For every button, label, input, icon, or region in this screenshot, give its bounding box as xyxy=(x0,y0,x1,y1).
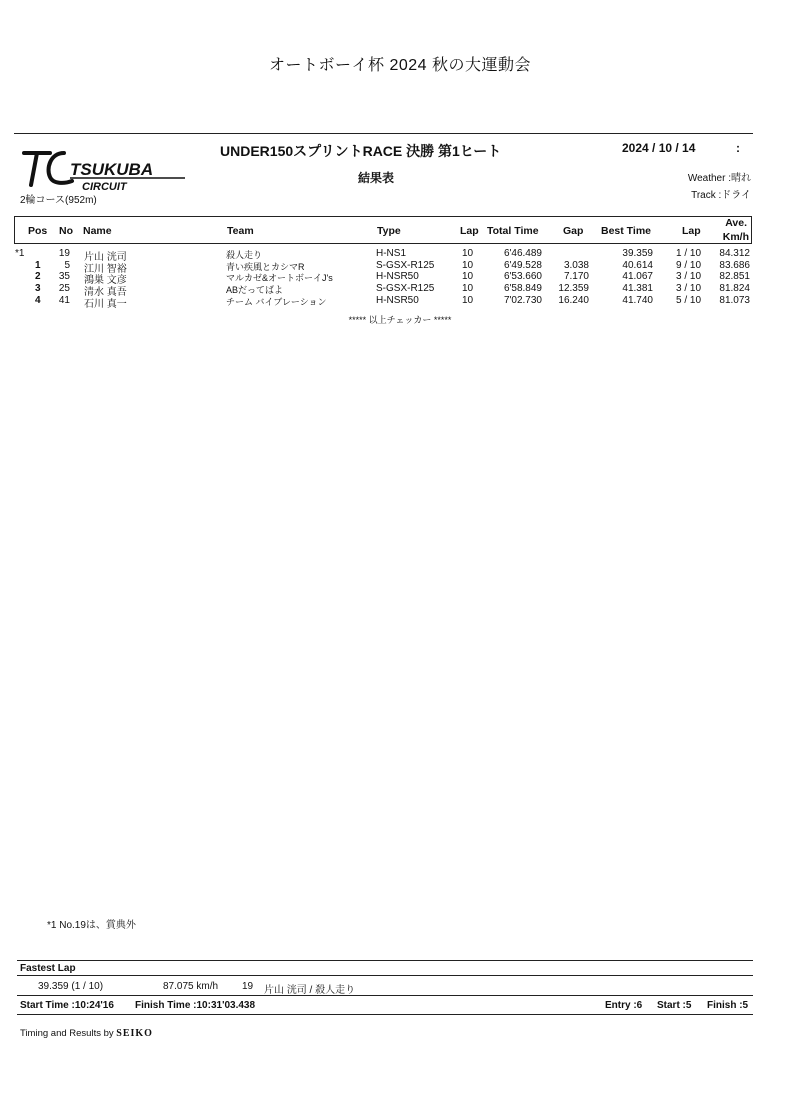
cell-pos: 2 xyxy=(35,271,41,283)
logo-brand-top: TSUKUBA xyxy=(70,160,154,179)
cell-total: 7'02.730 xyxy=(503,294,542,306)
cell-team: チーム バイブレーション xyxy=(226,296,327,307)
entry-count: Entry :6 xyxy=(605,1000,643,1011)
timing-credit xyxy=(20,1028,153,1039)
col-best-time: Best Time xyxy=(601,225,651,237)
col-kmh: Km/h xyxy=(722,231,749,243)
col-team: Team xyxy=(227,225,254,237)
table-row xyxy=(14,259,752,275)
table-row xyxy=(14,248,752,263)
cell-no: 5 xyxy=(64,259,70,271)
cell-pos: 4 xyxy=(35,294,41,306)
cell-type: S-GSX-R125 xyxy=(376,259,435,271)
cell-team: ABだってばよ xyxy=(226,285,284,296)
cell-lap: 10 xyxy=(462,271,474,283)
results-subtitle: 結果表 xyxy=(358,171,395,185)
results-table-header xyxy=(14,216,752,244)
cell-type: H-NSR50 xyxy=(376,294,419,306)
cell-lap: 10 xyxy=(462,294,474,306)
cell-name: 江川 智裕 xyxy=(84,263,127,275)
cell-gap: 7.170 xyxy=(563,271,589,283)
cell-gap: 12.359 xyxy=(558,283,589,295)
fastest-lap-time: 39.359 (1 / 10) xyxy=(38,981,104,992)
fastest-lap-rule-top xyxy=(17,960,753,961)
cell-no: 41 xyxy=(58,294,70,306)
cell-team: マルカゼ&オートボーイJ's xyxy=(226,273,333,284)
cell-no: 19 xyxy=(58,248,70,259)
cell-no: 25 xyxy=(58,283,70,295)
col-total-time: Total Time xyxy=(487,225,539,237)
table-row xyxy=(14,271,752,287)
fastest-lap-rider: 片山 洸司 / 殺人走り xyxy=(264,985,356,996)
race-title: UNDER150スプリントRACE 決勝 第1ヒート xyxy=(220,143,502,159)
fastest-lap-number: 19 xyxy=(242,981,254,992)
cell-team: 青い疾風とカシマR xyxy=(226,261,305,272)
footnote: *1 No.19は、賞典外 xyxy=(47,920,136,931)
cell-type: S-GSX-R125 xyxy=(376,283,435,295)
checker-note: ***** 以上チェッカー ***** xyxy=(348,315,452,325)
track-label: Track :ドライ xyxy=(691,190,751,201)
col-no: No xyxy=(59,225,73,237)
cell-best: 39.359 xyxy=(622,248,653,259)
cell-no: 35 xyxy=(58,271,70,283)
cell-ave: 81.824 xyxy=(719,283,750,295)
cell-ave: 84.312 xyxy=(719,248,750,259)
start-time: Start Time :10:24'16 xyxy=(20,1000,114,1011)
cell-total: 6'58.849 xyxy=(503,283,542,295)
cell-ave: 81.073 xyxy=(719,294,750,306)
col-ave: Ave. xyxy=(725,217,747,229)
cell-name: 鴻巣 文彦 xyxy=(84,275,127,287)
cell-lap: 10 xyxy=(462,259,474,271)
cell-best: 40.614 xyxy=(622,259,653,271)
col-pos: Pos xyxy=(28,225,48,237)
cell-team: 殺人走り xyxy=(226,250,263,260)
start-count: Start :5 xyxy=(657,1000,692,1011)
cell-type: H-NS1 xyxy=(376,248,407,259)
cell-total: 6'49.528 xyxy=(503,259,542,271)
finish-time: Finish Time :10:31'03.438 xyxy=(135,1000,256,1011)
timing-prefix: Timing and Results by xyxy=(20,1028,114,1039)
cell-best: 41.381 xyxy=(622,283,653,295)
cell-gap: 3.038 xyxy=(563,259,589,271)
cell-name: 清水 真吾 xyxy=(84,287,127,299)
cell-lap: 10 xyxy=(462,248,474,259)
footer-rule xyxy=(17,1014,753,1015)
race-date: 2024 / 10 / 14 xyxy=(622,141,696,155)
tsukuba-circuit-logo xyxy=(20,145,190,195)
cell-total: 6'53.660 xyxy=(503,271,542,283)
fastest-lap-speed: 87.075 km/h xyxy=(163,981,219,992)
cell-pos: *1 xyxy=(15,248,25,259)
course-label: 2輪コース(952m) xyxy=(20,195,97,206)
cell-best: 41.067 xyxy=(622,271,653,283)
cell-best-lap: 3 / 10 xyxy=(676,271,702,283)
col-gap: Gap xyxy=(563,225,584,237)
cell-total: 6'46.489 xyxy=(503,248,542,259)
table-row xyxy=(14,283,752,299)
col-name: Name xyxy=(83,225,112,237)
col-lap: Lap xyxy=(460,225,479,237)
table-row xyxy=(14,294,752,310)
fastest-lap-title: Fastest Lap xyxy=(20,963,76,974)
cell-type: H-NSR50 xyxy=(376,271,419,283)
cell-ave: 82.851 xyxy=(719,271,750,283)
weather-label: Weather :晴れ xyxy=(687,173,751,184)
fastest-lap-rule-mid xyxy=(17,975,753,976)
event-title: オートボーイ杯 2024 秋の大運動会 xyxy=(269,57,531,74)
cell-best-lap: 3 / 10 xyxy=(676,283,702,295)
cell-best: 41.740 xyxy=(622,294,653,306)
header-rule xyxy=(14,133,753,134)
cell-pos: 1 xyxy=(35,259,41,271)
col-type: Type xyxy=(377,225,401,237)
cell-name: 石川 真一 xyxy=(84,298,127,310)
fastest-lap-rule-bottom xyxy=(17,995,753,996)
col-best-lap: Lap xyxy=(682,225,701,237)
logo-brand-bottom: CIRCUIT xyxy=(82,181,127,193)
cell-best-lap: 9 / 10 xyxy=(676,259,702,271)
cell-ave: 83.686 xyxy=(719,259,750,271)
cell-gap: 16.240 xyxy=(558,294,589,306)
cell-best-lap: 1 / 10 xyxy=(676,248,702,259)
seiko-logo: SEIKO xyxy=(116,1028,153,1039)
cell-lap: 10 xyxy=(462,283,474,295)
finish-count: Finish :5 xyxy=(707,1000,749,1011)
race-time: : xyxy=(736,141,740,155)
cell-name: 片山 洸司 xyxy=(84,252,127,263)
cell-best-lap: 5 / 10 xyxy=(676,294,702,306)
cell-pos: 3 xyxy=(35,283,41,295)
